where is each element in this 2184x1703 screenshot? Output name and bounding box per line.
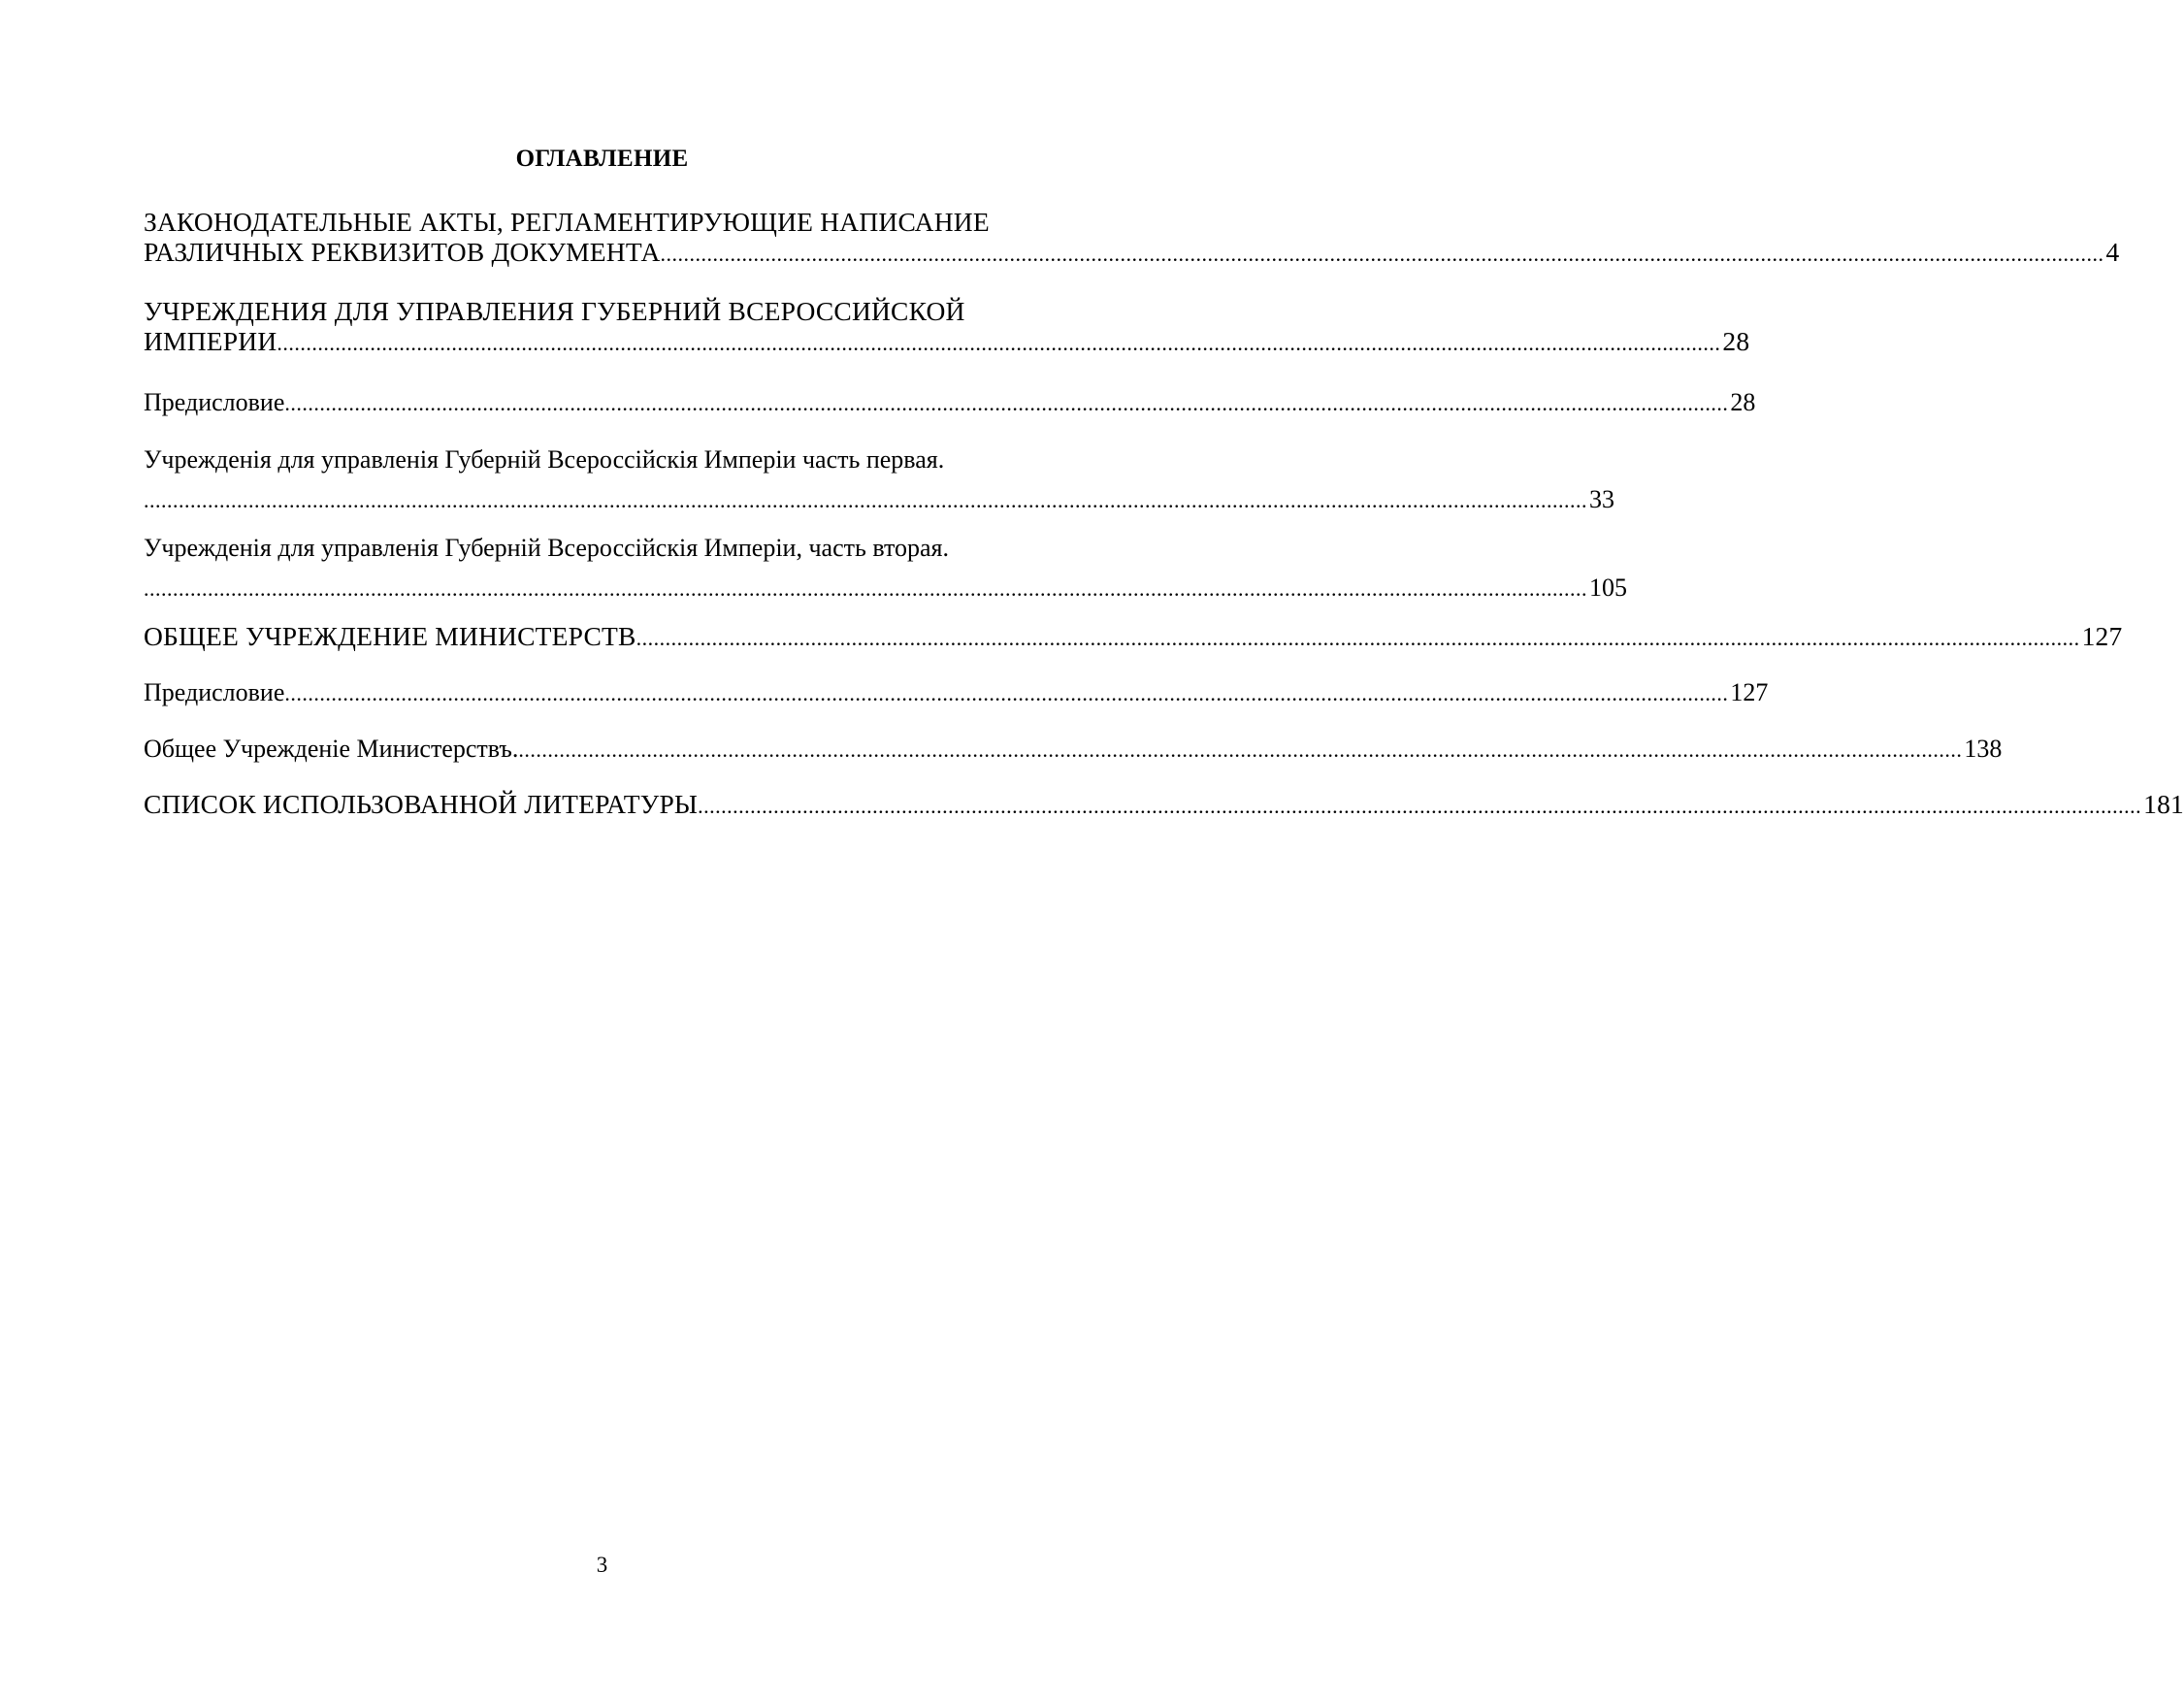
page-title: ОГЛАВЛЕНИЕ (515, 146, 689, 172)
toc-page-number: 127 (2081, 621, 2123, 651)
toc-entry-heading: СПИСОК ИСПОЛЬЗОВАННОЙ ЛИТЕРАТУРЫ (144, 789, 699, 819)
toc-entry-preface-2[interactable] (144, 677, 1769, 708)
toc-dot-leader (144, 573, 1587, 604)
toc-entry-preface-1[interactable] (144, 387, 1756, 418)
toc-entry-heading-line: Учрежденія для управленія Губерній Всероссійскія Имперіи часть первая. (144, 445, 945, 474)
toc-page-number: 181 (2143, 789, 2184, 819)
toc-entry-heading-continuation: РАЗЛИЧНЫХ РЕКВИЗИТОВ ДОКУМЕНТА (144, 237, 661, 267)
toc-page-number: 33 (1589, 485, 1614, 513)
toc-page-number: 28 (1730, 388, 1756, 416)
toc-entry-heading: Предисловие (144, 388, 285, 416)
toc-dot-leader (144, 485, 1587, 515)
toc-page-number: 138 (1964, 735, 2003, 763)
toc-entry-heading-continuation: ИМПЕРИИ (144, 326, 277, 356)
toc-entry-governorate-institutions[interactable] (144, 296, 1750, 358)
toc-entry-general-ministries[interactable] (144, 621, 2123, 653)
toc-entry-bibliography[interactable] (144, 789, 2184, 821)
toc-entry-legislative-acts[interactable] (144, 207, 2120, 269)
toc-entry-institutions-part-one[interactable] (144, 444, 1614, 515)
toc-entry-heading: Предисловие (144, 678, 285, 706)
toc-page-number: 105 (1589, 573, 1627, 602)
page-number: 3 (596, 1553, 608, 1577)
toc-dot-leader (518, 735, 1962, 765)
toc-dot-leader (636, 623, 2080, 653)
toc-page-number: 127 (1730, 678, 1769, 706)
toc-entry-heading: Общее Учрежденіе Министерствъ. (144, 735, 519, 763)
toc-entry-heading: ОБЩЕЕ УЧРЕЖДЕНИЕ МИНИСТЕРСТВ (144, 621, 636, 651)
toc-dot-leader (661, 239, 2104, 269)
toc-dot-leader (284, 678, 1728, 708)
toc-entry-heading-line: УЧРЕЖДЕНИЯ ДЛЯ УПРАВЛЕНИЯ ГУБЕРНИЙ ВСЕРОССИЙСКОЙ (144, 296, 965, 326)
toc-page-number: 4 (2105, 237, 2120, 267)
toc-entry-general-ministries-text[interactable] (144, 734, 2003, 765)
toc-dot-leader (698, 791, 2141, 821)
toc-entry-institutions-part-two[interactable] (144, 533, 1627, 604)
toc-dot-leader (277, 328, 1720, 358)
toc-page-number: 28 (1722, 326, 1750, 356)
toc-dot-leader (284, 388, 1728, 418)
toc-entry-heading-line: Учрежденія для управленія Губерній Всероссійскія Имперіи, часть вторая. (144, 534, 949, 562)
toc-entry-heading-line: ЗАКОНОДАТЕЛЬНЫЕ АКТЫ, РЕГЛАМЕНТИРУЮЩИЕ НАПИСАНИЕ (144, 207, 990, 237)
